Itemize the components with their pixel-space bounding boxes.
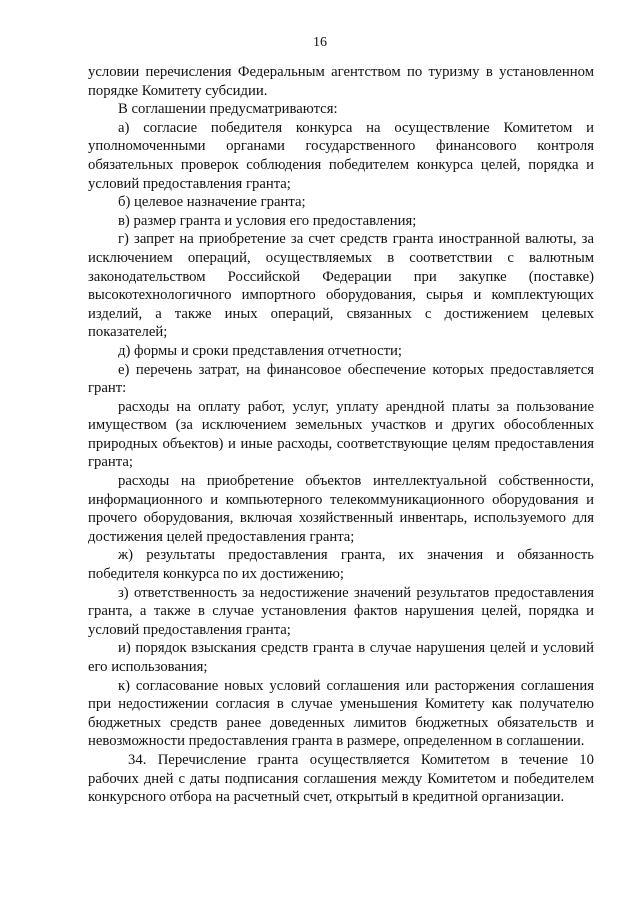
list-item-a: а) согласие победителя конкурса на осуществление Комитетом и уполномоченными органами государственного финансового контроля обязательных проверок соблюдения победителем конкурса целей, порядка и условий предоставления гранта; [88,119,594,192]
list-item-b: б) целевое назначение гранта; [118,194,306,211]
list-item-z: з) ответственность за недостижение значений результатов предоставления гранта, а также в случае установления фактов нарушения целей, порядка и условий предоставления гранта; [88,584,594,638]
expense-item-equipment: расходы на приобретение объектов интеллектуальной собственности, информационного и компьютерного телекоммуникационного оборудования и прочего оборудования, включая хозяйственный инвентарь, используемого для достижения целей предоставления гранта; [88,473,594,545]
list-item-k: к) согласование новых условий соглашения или расторжения соглашения при недостижении согласия в случае уменьшения Комитету как получателю бюджетных средств ранее доведенных лимитов бюджетных обязательств и невозможности предоставления гранта в размере, определенном в соглашении. [88,677,594,750]
page-number: 16 [313,35,327,50]
list-item-v: в) размер гранта и условия его предоставления; [118,212,417,229]
document-body [88,63,594,807]
list-item-i: и) порядок взыскания средств гранта в случае нарушения целей и условий его использования; [88,640,594,675]
list-item-e: е) перечень затрат, на финансовое обеспечение которых предоставляется грант: [88,361,594,397]
paragraph-continuation: условии перечисления Федеральным агентством по туризму в установленном порядке Комитету субсидии. [88,64,594,99]
paragraph-point-34: 34. Перечисление гранта осуществляется Комитетом в течение 10 рабочих дней с даты подписания соглашения между Комитетом и победителем конкурсного отбора на расчетный счет, открытый в кредитной организации. [88,751,594,806]
paragraph-agreement-intro: В соглашении предусматриваются: [118,101,338,118]
list-item-zh: ж) результаты предоставления гранта, их значения и обязанность победителя конкурса по их достижению; [88,547,594,583]
expense-item-works: расходы на оплату работ, услуг, уплату арендной платы за пользование имуществом (за исключением земельных участков и других обособленных природных объектов) и иные расходы, соответствующие целям предоставления гранта; [88,398,594,471]
list-item-g: г) запрет на приобретение за счет средств гранта иностранной валюты, за исключением операций, осуществляемых в соответствии с валютным законодательством Российской Федерации при закупке (поставке) высокотехнологичного импортного оборудования, сырья и комплектующих изделий, а также иных операций, связанных с достижением целевых показателей; [88,231,594,341]
list-item-d: д) формы и сроки представления отчетности; [118,342,402,359]
